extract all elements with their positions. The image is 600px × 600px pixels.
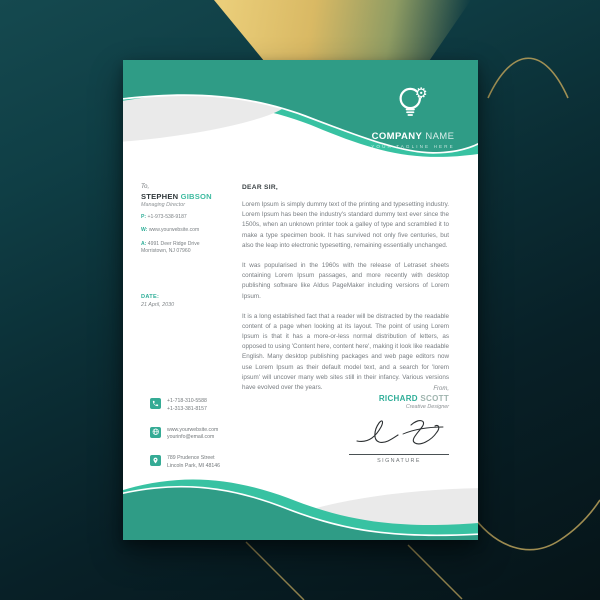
address-line1: 4991 Deer Ridge Drive bbox=[147, 240, 200, 247]
signature-label: SIGNATURE bbox=[377, 458, 421, 464]
phone-value: +1-973-538-9187 bbox=[147, 214, 187, 220]
sender-first-name: RICHARD bbox=[378, 394, 418, 403]
sender-name bbox=[349, 394, 449, 403]
web-value: www.yourwebsite.com bbox=[148, 227, 200, 234]
recipient-title: Managing Director bbox=[141, 202, 186, 208]
contact-row-phone bbox=[150, 398, 220, 414]
svg-text:⚙: ⚙ bbox=[414, 85, 428, 103]
company-name-bold: COMPANY bbox=[371, 131, 423, 142]
paragraph-3: It is a long established fact that a reader will be distracted by the readable content of a page when looking at its layout. The point of using Lorem Ipsum is that it has a more-or-less normal distribution of letters, as opposed to using 'Content here, content here', making it look like readable English. Many desktop publishing packages and web page editors now use Lorem Ipsum as their default model text, and a search for 'lorem ipsum' will uncover many web sites still in their infancy. Various versions have evolved over the years. bbox=[242, 312, 449, 391]
contact-row-address bbox=[150, 455, 220, 471]
recipient-last-name: GIBSON bbox=[180, 192, 212, 201]
address-line2: Morristown, NJ 07960 bbox=[141, 248, 191, 255]
contact-phone-text bbox=[167, 398, 207, 414]
recipient-name bbox=[141, 192, 233, 201]
contact-web-line1: www.yourwebsite.com bbox=[167, 426, 219, 433]
contact-phone-line1: +1-718-310-5588 bbox=[167, 398, 207, 404]
signature-scribble bbox=[349, 417, 449, 452]
contact-phone-line2: +1-313-381-8157 bbox=[167, 405, 207, 412]
from-label: From, bbox=[433, 386, 449, 392]
recipient-block bbox=[141, 184, 233, 308]
sender-last-name: SCOTT bbox=[420, 394, 449, 403]
phone-icon bbox=[150, 398, 161, 409]
sender-block bbox=[349, 386, 449, 464]
lightbulb-gear-icon bbox=[391, 82, 435, 126]
salutation: DEAR SIR, bbox=[242, 184, 279, 191]
to-label: To, bbox=[141, 184, 150, 190]
contact-address-text bbox=[167, 455, 220, 471]
contact-web-text bbox=[167, 427, 218, 443]
contact-row-web bbox=[150, 427, 220, 443]
contact-web-line2: yourinfo@email.com bbox=[167, 434, 215, 441]
web-label: W: bbox=[141, 227, 148, 234]
date-label: DATE: bbox=[141, 293, 160, 300]
letterhead-sheet bbox=[123, 60, 478, 540]
recipient-phone bbox=[141, 214, 233, 221]
contact-address-line1: 789 Prudence Street bbox=[167, 455, 215, 462]
location-icon bbox=[150, 455, 161, 466]
company-name-light: NAME bbox=[425, 131, 455, 142]
signature-line bbox=[349, 454, 449, 455]
company-name bbox=[357, 131, 469, 142]
recipient-website bbox=[141, 227, 233, 234]
company-tagline: YOUR TAGLINE HERE bbox=[371, 144, 455, 149]
letter-body bbox=[242, 184, 449, 403]
sender-title: Creative Designer bbox=[405, 404, 449, 410]
footer-wave-graphic bbox=[123, 478, 478, 540]
address-label: A: bbox=[141, 240, 147, 247]
contact-address-line2: Lincoln Park, MI 48146 bbox=[167, 462, 221, 469]
contact-list bbox=[150, 398, 220, 484]
paragraph-2: It was popularised in the 1960s with the release of Letraset sheets containing Lorem Ipsum passages, and more recently with desktop publishing software like Aldus PageMaker including versions of Lorem Ipsum. bbox=[242, 261, 449, 300]
date-value: 21 April, 2030 bbox=[141, 301, 175, 308]
paragraph-1: Lorem Ipsum is simply dummy text of the printing and typesetting industry. Lorem Ipsum has been the industry's standard dummy text ever since the 1500s, when an unknown printer took a galley of type and scrambled it to make a type specimen book. It has survived not only five centuries, but also the leap into electronic typesetting, remaining essentially unchanged. bbox=[242, 201, 449, 249]
brand-block bbox=[357, 82, 469, 149]
recipient-first-name: STEPHEN bbox=[141, 192, 179, 201]
recipient-address bbox=[141, 241, 233, 256]
globe-icon bbox=[150, 427, 161, 438]
phone-label: P: bbox=[141, 214, 147, 220]
date-block bbox=[141, 294, 233, 308]
